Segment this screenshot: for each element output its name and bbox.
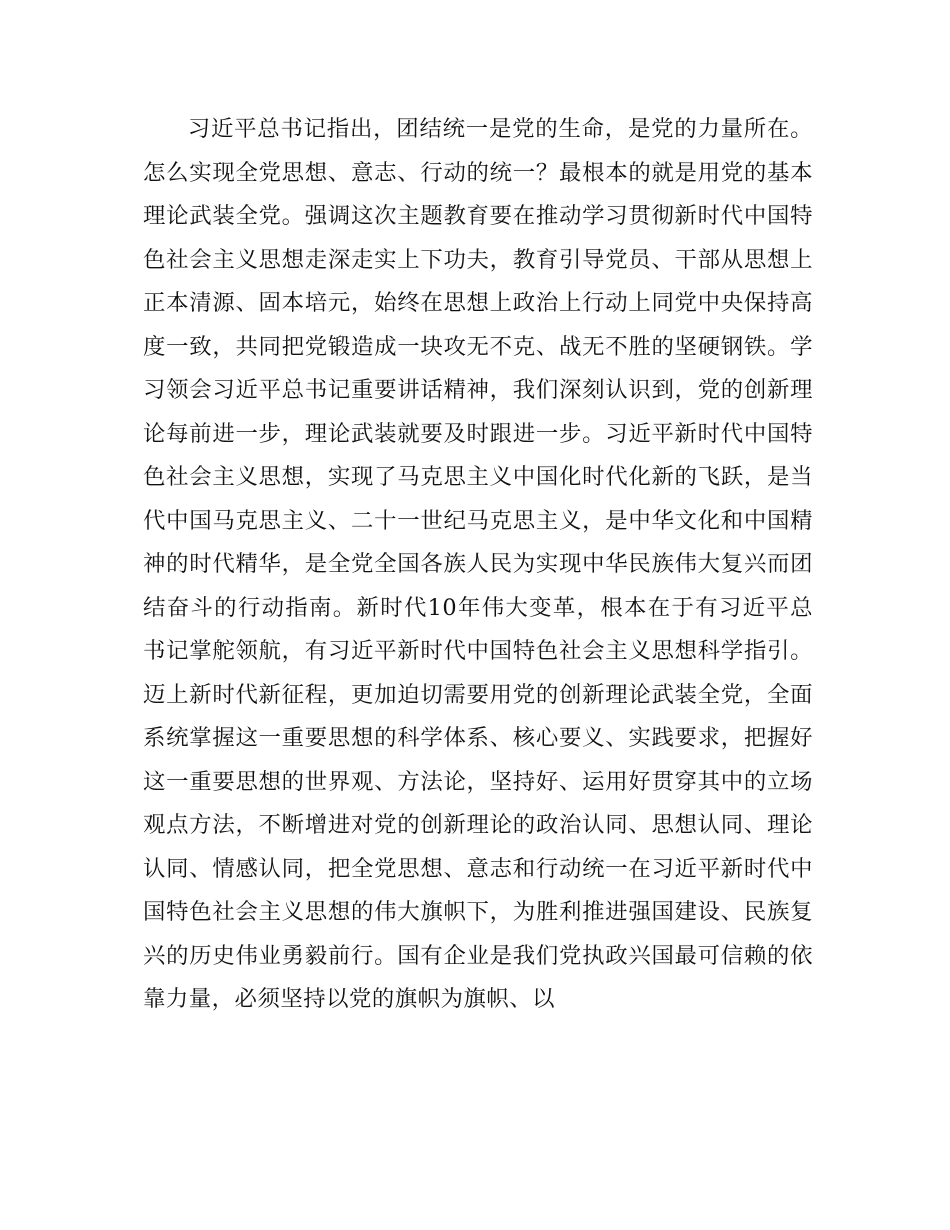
- body-paragraph: 习近平总书记指出，团结统一是党的生命，是党的力量所在。怎么实现全党思想、意志、行动的统一？最根本的就是用党的基本理论武装全党。强调这次主题教育要在推动学习贯彻新时代中国特色社会主义思想走深走实上下功夫，教育引导党员、干部从思想上正本清源、固本培元，始终在思想上政治上行动上同党中央保持高度一致，共同把党锻造成一块攻无不克、战无不胜的坚硬钢铁。学习领会习近平总书记重要讲话精神，我们深刻认识到，党的创新理论每前进一步，理论武装就要及时跟进一步。习近平新时代中国特色社会主义思想，实现了马克思主义中国化时代化新的飞跃，是当代中国马克思主义、二十一世纪马克思主义，是中华文化和中国精神的时代精华，是全党全国各族人民为实现中华民族伟大复兴而团结奋斗的行动指南。新时代10年伟大变革，根本在于有习近平总书记掌舵领航，有习近平新时代中国特色社会主义思想科学指引。迈上新时代新征程，更加迫切需要用党的创新理论武装全党，全面系统掌握这一重要思想的科学体系、核心要义、实践要求，把握好这一重要思想的世界观、方法论，坚持好、运用好贯穿其中的立场观点方法，不断增进对党的创新理论的政治认同、思想认同、理论认同、情感认同，把全党思想、意志和行动统一在习近平新时代中国特色社会主义思想的伟大旗帜下，为胜利推进强国建设、民族复兴的历史伟业勇毅前行。国有企业是我们党执政兴国最可信赖的依靠力量，必须坚持以党的旗帜为旗帜、以: [143, 116, 813, 1012]
